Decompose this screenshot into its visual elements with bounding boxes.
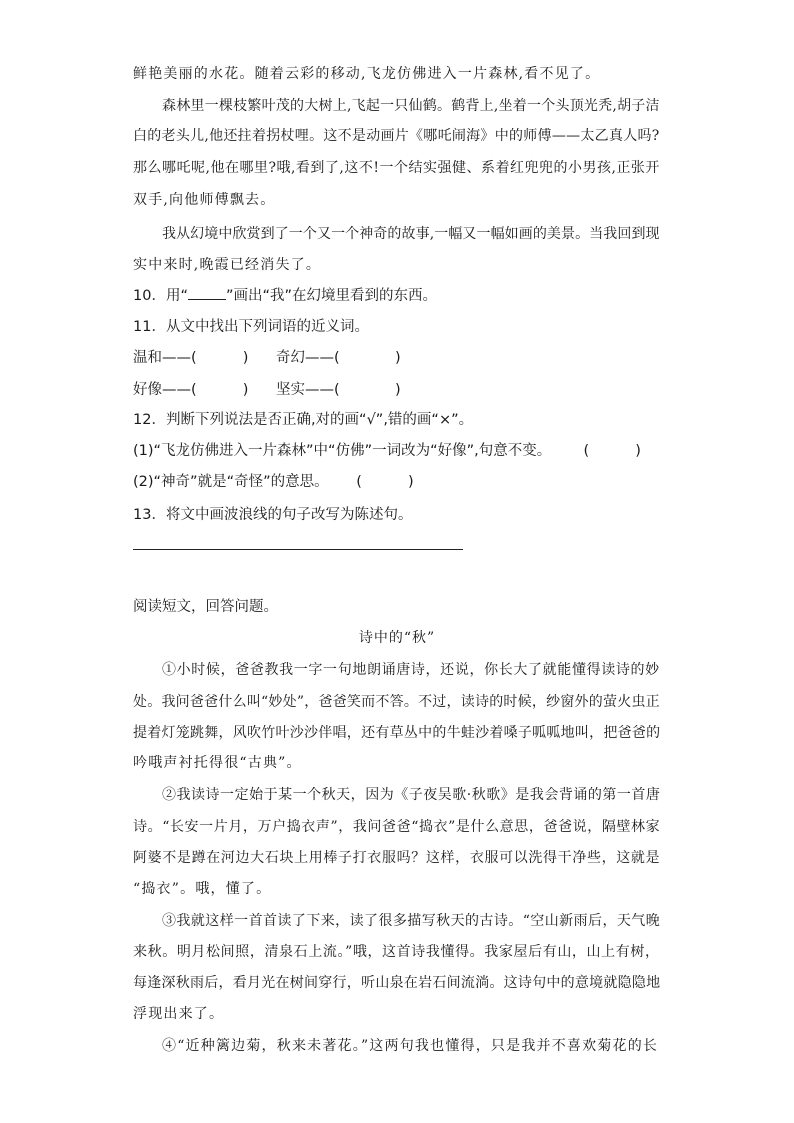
question-10-prefix: 10．用“ (133, 288, 188, 304)
reading-line-3: 提着灯笼跳舞，风吹竹叶沙沙伴唱，还有草丛中的牛蛙沙着嗓子呱呱地叫，把爸爸的 (133, 725, 661, 741)
question-10-suffix: ”画出“我”在幻境里看到的东西。 (225, 288, 438, 304)
reading-line-6: 诗。“长安一片月，万户捣衣声”，我问爸爸“捣衣”是什么意思，爸爸说，隔壁林家 (133, 819, 661, 835)
reading-line-8: “捣衣”。哦，懂了。 (133, 881, 272, 897)
reading-line-4: 吟哦声衬托得很“古典”。 (133, 755, 302, 771)
answer-line (133, 549, 463, 550)
question-13: 13．将文中画波浪线的句子改写为陈述句。 (133, 507, 413, 523)
underline-blank (188, 285, 226, 300)
story-line-6: 我从幻境中欣赏到了一个又一个神奇的故事,一幅又一幅如画的美景。当我回到现 (162, 226, 660, 242)
reading-line-1: ①小时候，爸爸教我一字一句地朗诵唐诗，还说，你长大了就能懂得读诗的妙 (162, 662, 660, 678)
reading-instruction: 阅读短文，回答问题。 (133, 599, 278, 615)
story-line-3: 白的老头儿,他还拄着拐杖哩。这不是动画片《哪吒闹海》中的师傅——太乙真人吗? (133, 128, 660, 144)
reading-title: 诗中的“秋” (358, 630, 436, 646)
question-12-item-1: (1)“飞龙仿佛进入一片森林”中“仿佛”一词改为“好像”,句意不变。 ( ) (133, 443, 641, 459)
story-line-7: 实中来时,晚霞已经消失了。 (133, 257, 322, 273)
question-12: 12．判断下列说法是否正确,对的画“√”,错的画“×”。 (133, 412, 474, 428)
reading-line-5: ②我读诗一定始于某一个秋天，因为《子夜吴歌·秋歌》是我会背诵的第一首唐 (162, 787, 661, 803)
question-11-row-1: 温和——( ) 奇幻——( ) (133, 350, 401, 366)
story-line-5: 双手,向他师傅飘去。 (133, 192, 276, 208)
reading-line-13: ④“近种篱边菊，秋来未著花。”这两句我也懂得，只是我并不喜欢菊花的长 (162, 1038, 659, 1054)
reading-line-2: 处。我问爸爸什么叫“妙处”，爸爸笑而不答。不过，读诗的时候，纱窗外的萤火虫正 (133, 694, 660, 710)
story-line-1: 鲜艳美丽的水花。随着云彩的移动,飞龙仿佛进入一片森林,看不见了。 (133, 66, 601, 82)
question-11-row-2: 好像——( ) 坚实——( ) (133, 382, 401, 398)
story-line-4: 那么哪吒呢,他在哪里?哦,看到了,这不!一个结实强健、系着红兜兜的小男孩,正张开 (133, 160, 660, 176)
reading-line-7: 阿婆不是蹲在河边大石块上用棒子打衣服吗？这样，衣服可以洗得干净些，这就是 (133, 850, 661, 866)
question-11: 11．从文中找出下列词语的近义词。 (133, 319, 369, 335)
reading-line-12: 浮现出来了。 (133, 1006, 225, 1022)
question-10 (133, 285, 437, 306)
story-line-2: 森林里一棵枝繁叶茂的大树上,飞起一只仙鹤。鹤背上,坐着一个头顶光秃,胡子洁 (162, 98, 660, 114)
reading-line-9: ③我就这样一首首读了下来，读了很多描写秋天的古诗。“空山新雨后，天气晚 (162, 913, 661, 929)
reading-line-11: 每逢深秋雨后，看月光在树间穿行，听山泉在岩石间流淌。这诗句中的意境就隐隐地 (133, 975, 661, 991)
question-12-item-2: (2)“神奇”就是“奇怪”的意思。 ( ) (133, 474, 414, 490)
reading-line-10: 来秋。明月松间照，清泉石上流。”哦，这首诗我懂得。我家屋后有山，山上有树， (133, 944, 660, 960)
